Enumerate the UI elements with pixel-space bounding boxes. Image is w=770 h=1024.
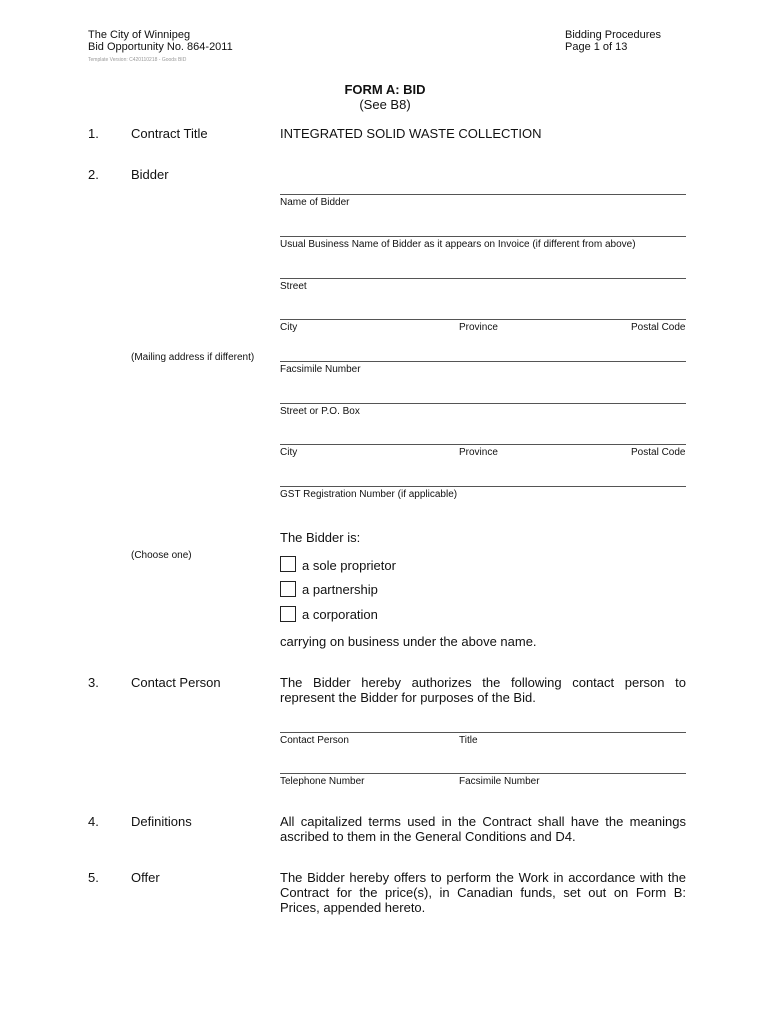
corporation-label: a corporation	[302, 607, 378, 622]
sole-proprietor-checkbox[interactable]	[280, 556, 296, 572]
header-section: Bidding Procedures	[565, 29, 662, 41]
section-label-offer: Offer	[131, 870, 160, 885]
section-label-definitions: Definitions	[131, 814, 192, 829]
mailing-city-label: City	[280, 447, 298, 458]
gst-number-label: GST Registration Number (if applicable)	[280, 489, 458, 500]
partnership-checkbox[interactable]	[280, 581, 296, 597]
contract-title-value: INTEGRATED SOLID WASTE COLLECTION	[280, 126, 542, 141]
facsimile-field[interactable]	[280, 361, 686, 362]
section-number-3: 3.	[88, 675, 99, 690]
section-label-contract-title: Contract Title	[131, 126, 208, 141]
street-field[interactable]	[280, 278, 686, 279]
section-label-bidder: Bidder	[131, 167, 169, 182]
contact-title-label: Title	[459, 735, 478, 746]
business-name-label: Usual Business Name of Bidder as it appears on Invoice (if different from above)	[280, 239, 636, 250]
city-label: City	[280, 322, 298, 333]
template-version-note: Template Version: C420110218 - Goods BID	[88, 57, 187, 63]
section-number-4: 4.	[88, 814, 99, 829]
header-page-number: Page 1 of 13	[565, 41, 628, 53]
offer-paragraph: The Bidder hereby offers to perform the Work in accordance with the Contract for the price(s), in Canadian funds, set out on Form B: Prices, appended hereto.	[280, 870, 686, 915]
form-title: FORM A: BID	[344, 82, 426, 97]
bidder-name-field[interactable]	[280, 194, 686, 195]
gst-number-field[interactable]	[280, 486, 686, 487]
province-label: Province	[459, 322, 498, 333]
business-name-field[interactable]	[280, 236, 686, 237]
city-province-postal-field[interactable]	[280, 319, 686, 320]
contact-person-title-field[interactable]	[280, 732, 686, 733]
partnership-label: a partnership	[302, 582, 378, 597]
header-bid-number: Bid Opportunity No. 864-2011	[88, 41, 233, 53]
carrying-on-business-text: carrying on business under the above name.	[280, 634, 537, 649]
section-label-contact-person: Contact Person	[131, 675, 221, 690]
sole-proprietor-label: a sole proprietor	[302, 558, 396, 573]
definitions-paragraph: All capitalized terms used in the Contract shall have the meanings ascribed to them in the General Conditions and D4.	[280, 814, 686, 844]
choose-one-note: (Choose one)	[131, 550, 192, 561]
contact-person-paragraph: The Bidder hereby authorizes the following contact person to represent the Bidder for purposes of the Bid.	[280, 675, 686, 705]
street-label: Street	[280, 281, 307, 292]
mailing-address-note: (Mailing address if different)	[131, 352, 255, 363]
corporation-checkbox[interactable]	[280, 606, 296, 622]
street-po-box-label: Street or P.O. Box	[280, 406, 360, 417]
form-subtitle: (See B8)	[359, 97, 411, 112]
facsimile-label: Facsimile Number	[280, 364, 361, 375]
telephone-number-label: Telephone Number	[280, 776, 365, 787]
section-number-1: 1.	[88, 126, 99, 141]
mailing-city-province-postal-field[interactable]	[280, 444, 686, 445]
bidder-type-heading: The Bidder is:	[280, 530, 361, 545]
postal-code-label: Postal Code	[631, 322, 686, 333]
section-number-2: 2.	[88, 167, 99, 182]
header-city: The City of Winnipeg	[88, 29, 191, 41]
bidder-name-label: Name of Bidder	[280, 197, 350, 208]
mailing-postal-code-label: Postal Code	[631, 447, 686, 458]
street-po-box-field[interactable]	[280, 403, 686, 404]
contact-facsimile-label: Facsimile Number	[459, 776, 540, 787]
contact-phone-fax-field[interactable]	[280, 773, 686, 774]
mailing-province-label: Province	[459, 447, 498, 458]
contact-person-label: Contact Person	[280, 735, 349, 746]
section-number-5: 5.	[88, 870, 99, 885]
